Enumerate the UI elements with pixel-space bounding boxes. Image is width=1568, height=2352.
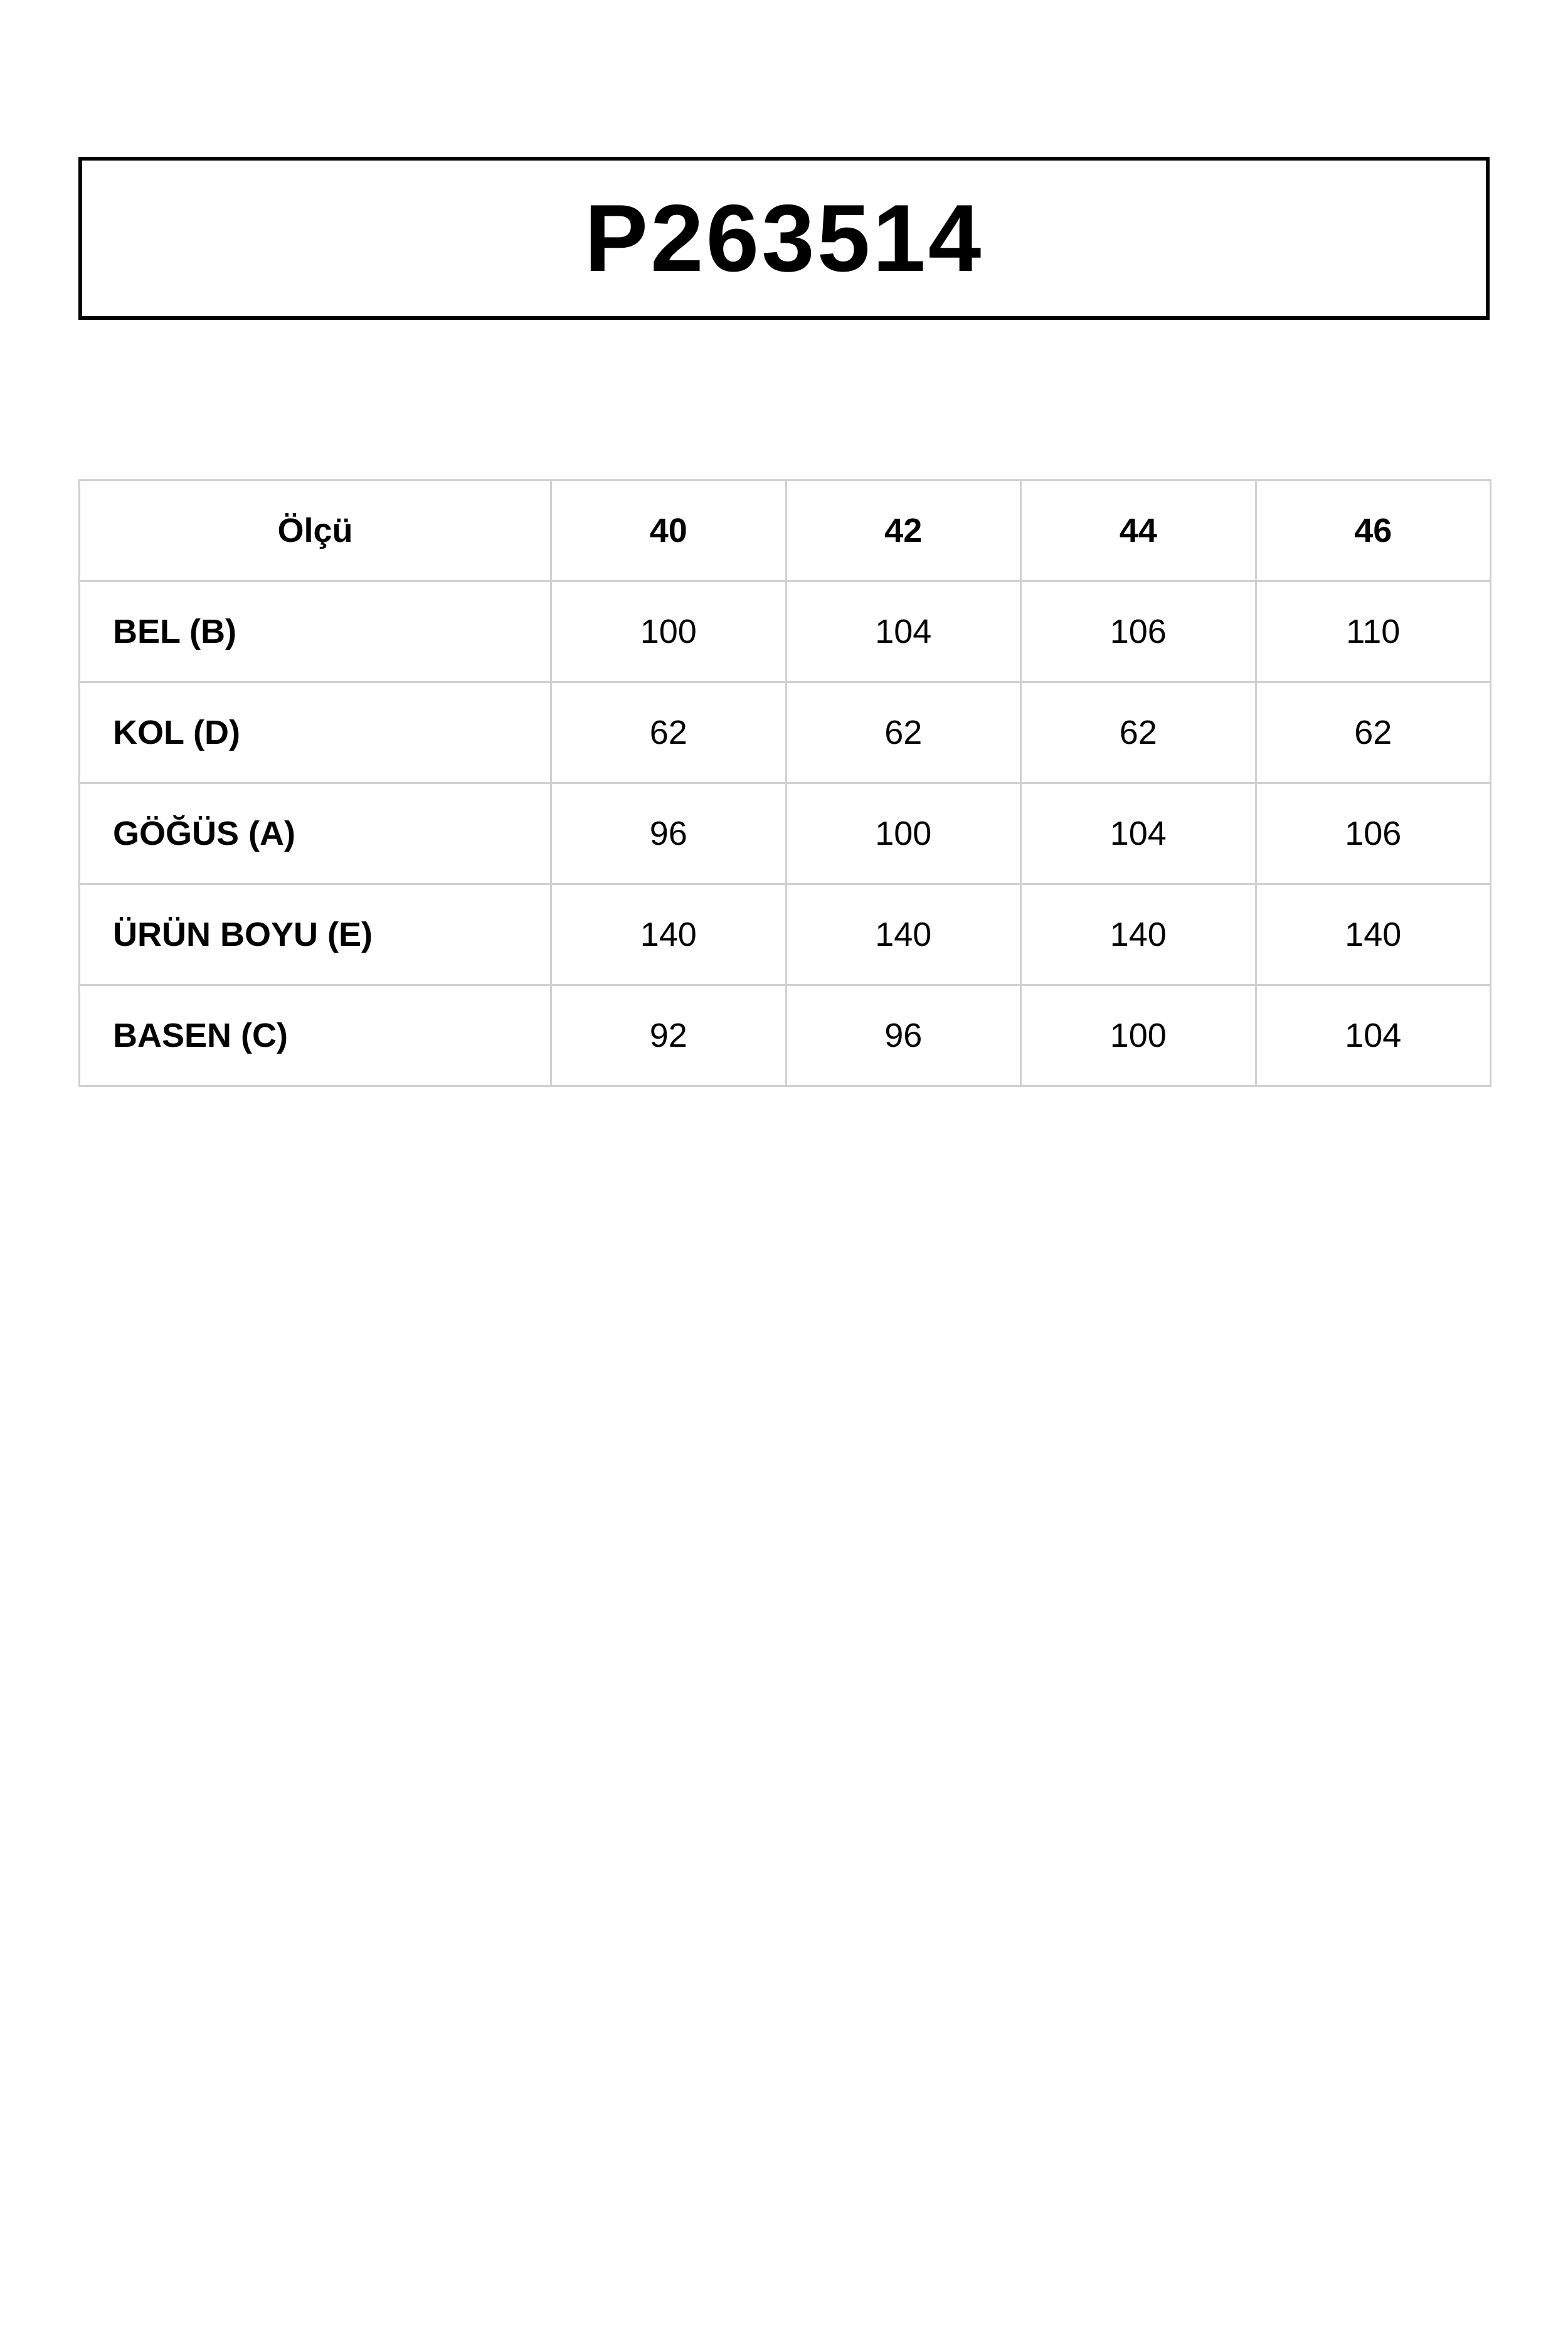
table-cell: 104 [1021,783,1256,884]
table-cell: 140 [551,884,787,985]
product-code-box [78,157,1490,320]
table-cell: 140 [1256,884,1491,985]
table-cell: 106 [1021,581,1256,682]
table-header-row [80,480,1491,581]
table-cell: 106 [1256,783,1491,884]
table-row [80,884,1491,985]
table-cell: 62 [786,682,1021,783]
table-cell: 104 [1256,985,1491,1086]
row-label: KOL (D) [80,682,551,783]
row-label: BEL (B) [80,581,551,682]
corner-header: Ölçü [80,480,551,581]
table-cell: 96 [551,783,787,884]
table-cell: 100 [551,581,787,682]
size-header: 44 [1021,480,1256,581]
size-header: 40 [551,480,787,581]
table-row [80,682,1491,783]
table-cell: 92 [551,985,787,1086]
product-code: P263514 [584,185,984,292]
table-row [80,985,1491,1086]
table-cell: 110 [1256,581,1491,682]
table-row [80,783,1491,884]
table-cell: 104 [786,581,1021,682]
table-cell: 140 [786,884,1021,985]
table-cell: 62 [1256,682,1491,783]
size-header: 46 [1256,480,1491,581]
table-cell: 100 [786,783,1021,884]
size-chart-table [78,479,1491,1087]
table-cell: 100 [1021,985,1256,1086]
table-cell: 96 [786,985,1021,1086]
row-label: BASEN (C) [80,985,551,1086]
row-label: ÜRÜN BOYU (E) [80,884,551,985]
size-header: 42 [786,480,1021,581]
table-cell: 140 [1021,884,1256,985]
table-cell: 62 [551,682,787,783]
table-cell: 62 [1021,682,1256,783]
table-row [80,581,1491,682]
row-label: GÖĞÜS (A) [80,783,551,884]
